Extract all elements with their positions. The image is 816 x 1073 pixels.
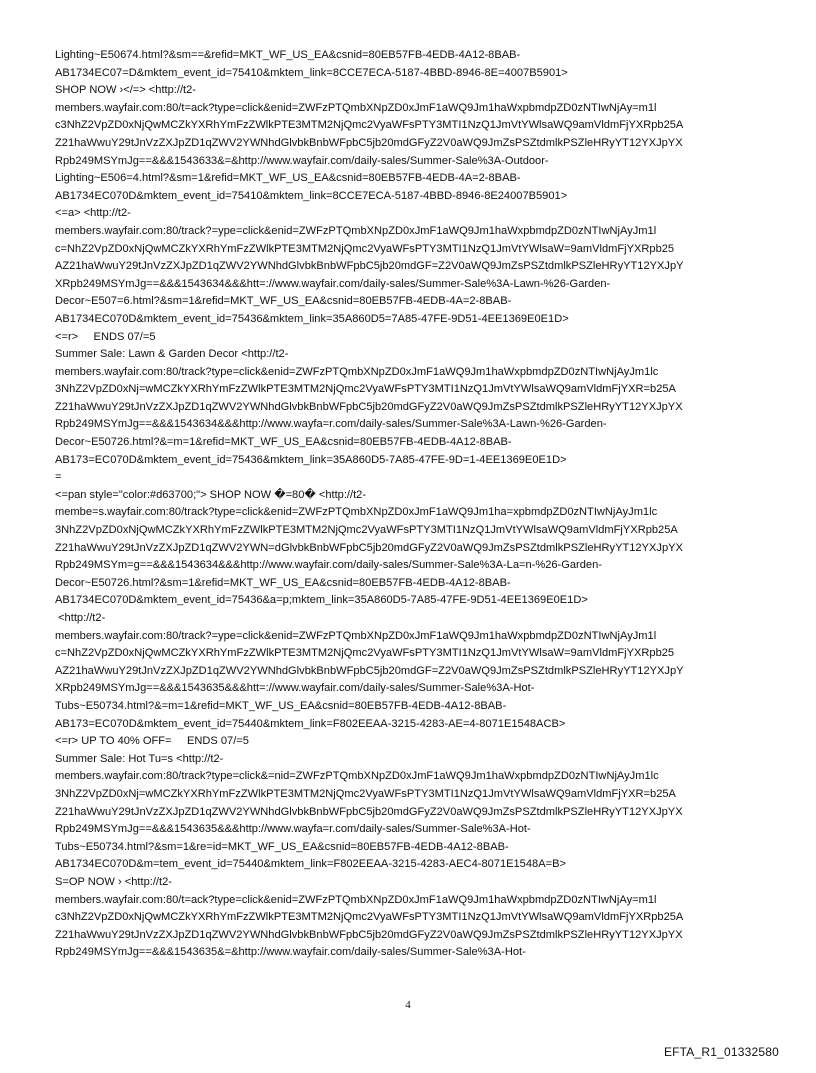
- document-line: Z21haWwuY29tJnVzZXJpZD1qZWV2YWNhdGlvbkBnbWFpbC5jb20mdGFyZ2V0aWQ9JmZsPSZtdmlkPSZleHRyYT12YXJpYX: [55, 136, 683, 149]
- document-line: Tubs~E50734.html?&=m=1&refid=MKT_WF_US_EA&csnid=80EB57FB-4EDB-4A12-8BAB-: [55, 699, 507, 712]
- document-line: members.wayfair.com:80/t=ack?type=click&enid=ZWFzPTQmbXNpZD0xJmF1aWQ9Jm1haWxpbmdpZD0zNTIwNjAy=m1l: [55, 893, 657, 906]
- document-line: AB1734EC070D&mktem_event_id=75436&mktem_link=35A860D5=7A85-47FE-9D51-4EE1369E0E1D>: [55, 312, 569, 325]
- document-line: AZ21haWwuY29tJnVzZXJpZD1qZWV2YWNhdGlvbkBnbWFpbC5jb20mdGF=Z2V0aWQ9JmZsPSZtdmlkPSZleHRyYT12YXJpY: [55, 664, 684, 677]
- document-line: Decor~E507=6.html?&sm=1&refid=MKT_WF_US_EA&csnid=80EB57FB-4EDB-4A=2-8BAB-: [55, 295, 512, 308]
- document-line: XRpb249MSYmJg==&&&1543635&&&htt=://www.wayfair.com/daily-sales/Summer-Sale%3A-Hot-: [55, 682, 535, 695]
- document-line: Lighting~E506=4.html?&sm=1&refid=MKT_WF_US_EA&csnid=80EB57FB-4EDB-4A=2-8BAB-: [55, 172, 521, 185]
- document-line: AB1734EC07=D&mktem_event_id=75410&mktem_link=8CCE7ECA-5187-4BBD-8946-8E=4007B5901>: [55, 66, 568, 79]
- document-line: XRpb249MSYmJg==&&&1543634&&&htt=://www.wayfair.com/daily-sales/Summer-Sale%3A-Lawn-%26-Garden-: [55, 277, 611, 290]
- document-line: membe=s.wayfair.com:80/track?type=click&enid=ZWFzPTQmbXNpZD0xJmF1aWQ9Jm1ha=xpbmdpZD0zNTIwNjAyJm1lc: [55, 506, 658, 519]
- document-line: members.wayfair.com:80/track?=ype=click&enid=ZWFzPTQmbXNpZD0xJmF1aWQ9Jm1haWxpbmdpZD0zNTIwNjAyJm1l: [55, 224, 657, 237]
- document-line: members.wayfair.com:80/track?type=click&enid=ZWFzPTQmbXNpZD0xJmF1aWQ9Jm1haWxpbmdpZD0zNTIwNjAyJm1lc: [55, 365, 659, 378]
- document-line: c=NhZ2VpZD0xNjQwMCZkYXRhYmFzZWlkPTE3MTM2NjQmc2VyaWFsPTY3MTI1NzQ1JmVtYWlsaW=9amVldmFjYXRpb25: [55, 242, 675, 255]
- document-line: Rpb249MSYm=g==&&&1543634&&&http://www.wayfair.com/daily-sales/Summer-Sale%3A-La=n-%26-Garden-: [55, 559, 602, 572]
- page-number: 4: [405, 999, 411, 1011]
- document-line: AB1734EC070D&m=tem_event_id=75440&mktem_link=F802EEAA-3215-4283-AEC4-8071E1548A=B>: [55, 858, 566, 871]
- document-line: AB1734EC070D&mktem_event_id=75436&a=p;mktem_link=35A860D5-7A85-47FE-9D51-4EE1369E0E1D>: [55, 594, 588, 607]
- document-line: Z21haWwuY29tJnVzZXJpZD1qZWV2YWNhdGlvbkBnbWFpbC5jb20mdGFyZ2V0aWQ9JmZsPSZtdmlkPSZleHRyYT12YXJpYX: [55, 805, 683, 818]
- document-line: S=OP NOW › <http://t2-: [55, 875, 172, 888]
- document-line: Rpb249MSYmJg==&&&1543635&&&http://www.wayfa=r.com/daily-sales/Summer-Sale%3A-Hot-: [55, 823, 531, 836]
- document-line: AB1734EC070D&mktem_event_id=75410&mktem_link=8CCE7ECA-5187-4BBD-8946-8E24007B5901>: [55, 189, 568, 202]
- document-line: 3NhZ2VpZD0xNjQwMCZkYXRhYmFzZWlkPTE3MTM2NjQmc2VyaWFsPTY3MTI1NzQ1JmVtYWlsaWQ9amVldmFjYXRpb25A: [55, 524, 678, 537]
- document-line: Rpb249MSYmJg==&&&1543634&&&http://www.wayfa=r.com/daily-sales/Summer-Sale%3A-Lawn-%26-Garden-: [55, 418, 607, 431]
- document-line: <=r> ENDS 07/=5: [55, 330, 156, 343]
- document-line: c3NhZ2VpZD0xNjQwMCZkYXRhYmFzZWlkPTE3MTM2NjQmc2VyaWFsPTY3MTI1NzQ1JmVtYWlsaWQ9amVldmFjYXRpb25A: [55, 119, 684, 132]
- document-line: Tubs~E50734.html?&sm=1&re=id=MKT_WF_US_EA&csnid=80EB57FB-4EDB-4A12-8BAB-: [55, 840, 509, 853]
- document-line: <http://t2-: [55, 612, 106, 624]
- bates-number: EFTA_R1_01332580: [663, 1045, 779, 1059]
- document-line: Summer Sale: Lawn & Garden Decor <http://t2-: [55, 348, 289, 361]
- document-line: c=NhZ2VpZD0xNjQwMCZkYXRhYmFzZWlkPTE3MTM2NjQmc2VyaWFsPTY3MTI1NzQ1JmVtYWlsaW=9amVldmFjYXRpb25: [55, 647, 675, 660]
- document-line: Z21haWwuY29tJnVzZXJpZD1qZWV2YWN=dGlvbkBnbWFpbC5jb20mdGFyZ2V0aWQ9JmZsPSZtdmlkPSZleHRyYT12YXJpYX: [55, 541, 683, 554]
- document-line: Summer Sale: Hot Tu=s <http://t2-: [55, 752, 224, 765]
- document-line: AZ21haWwuY29tJnVzZXJpZD1qZWV2YWNhdGlvbkBnbWFpbC5jb20mdGF=Z2V0aWQ9JmZsPSZtdmlkPSZleHRyYT12YXJpY: [55, 260, 684, 273]
- document-line: Z21haWwuY29tJnVzZXJpZD1qZWV2YWNhdGlvbkBnbWFpbC5jb20mdGFyZ2V0aWQ9JmZsPSZtdmlkPSZleHRyYT12YXJpYX: [55, 928, 683, 941]
- document-line: <=pan style="color:#d63700;"> SHOP NOW �=80� <http://t2-: [55, 488, 367, 501]
- document-line: 3NhZ2VpZD0xNj=wMCZkYXRhYmFzZWlkPTE3MTM2NjQmc2VyaWFsPTY3MTI1NzQ1JmVtYWlsaWQ9amVldmFjYXR=b25A: [55, 383, 676, 396]
- document-line: Lighting~E50674.html?&sm==&refid=MKT_WF_US_EA&csnid=80EB57FB-4EDB-4A12-8BAB-: [55, 49, 521, 61]
- document-line: Rpb249MSYmJg==&&&1543633&=&http://www.wayfair.com/daily-sales/Summer-Sale%3A-Outdoor-: [55, 154, 549, 167]
- document-line: members.wayfair.com:80/t=ack?type=click&enid=ZWFzPTQmbXNpZD0xJmF1aWQ9Jm1haWxpbmdpZD0zNTIwNjAy=m1l: [55, 101, 657, 114]
- document-body: [55, 47, 795, 962]
- document-line: Rpb249MSYmJg==&&&1543635&=&http://www.wayfair.com/daily-sales/Summer-Sale%3A-Hot-: [55, 946, 526, 959]
- document-line: AB173=EC070D&mktem_event_id=75440&mktem_link=F802EEAA-3215-4283-AE=4-8071E1548ACB>: [55, 717, 566, 730]
- document-line: SHOP NOW ›</=> <http://t2-: [55, 84, 196, 97]
- document-line: members.wayfair.com:80/track?type=click&=nid=ZWFzPTQmbXNpZD0xJmF1aWQ9Jm1haWxpbmdpZD0zNTIwNjAyJm1lc: [55, 770, 659, 783]
- document-line: =: [55, 471, 62, 484]
- document-line: AB173=EC070D&mktem_event_id=75436&mktem_link=35A860D5-7A85-47FE-9D=1-4EE1369E0E1D>: [55, 453, 567, 466]
- document-line: <=r> UP TO 40% OFF= ENDS 07/=5: [55, 735, 249, 748]
- document-line: 3NhZ2VpZD0xNj=wMCZkYXRhYmFzZWlkPTE3MTM2NjQmc2VyaWFsPTY3MTI1NzQ1JmVtYWlsaWQ9amVldmFjYXR=b25A: [55, 787, 676, 800]
- document-line: members.wayfair.com:80/track?=ype=click&enid=ZWFzPTQmbXNpZD0xJmF1aWQ9Jm1haWxpbmdpZD0zNTIwNjAyJm1l: [55, 629, 657, 642]
- document-line: Decor~E50726.html?&=m=1&refid=MKT_WF_US_EA&csnid=80EB57FB-4EDB-4A12-8BAB-: [55, 436, 512, 449]
- document-line: Decor~E50726.html?&sm=1&refid=MKT_WF_US_EA&csnid=80EB57FB-4EDB-4A12-8BAB-: [55, 576, 511, 589]
- document-line: c3NhZ2VpZD0xNjQwMCZkYXRhYmFzZWlkPTE3MTM2NjQmc2VyaWFsPTY3MTI1NzQ1JmVtYWlsaWQ9amVldmFjYXRpb25A: [55, 911, 684, 924]
- document-line: Z21haWwuY29tJnVzZXJpZD1qZWV2YWNhdGlvbkBnbWFpbC5jb20mdGFyZ2V0aWQ9JmZsPSZtdmlkPSZleHRyYT12YXJpYX: [55, 400, 683, 413]
- document-line: <=a> <http://t2-: [55, 207, 131, 220]
